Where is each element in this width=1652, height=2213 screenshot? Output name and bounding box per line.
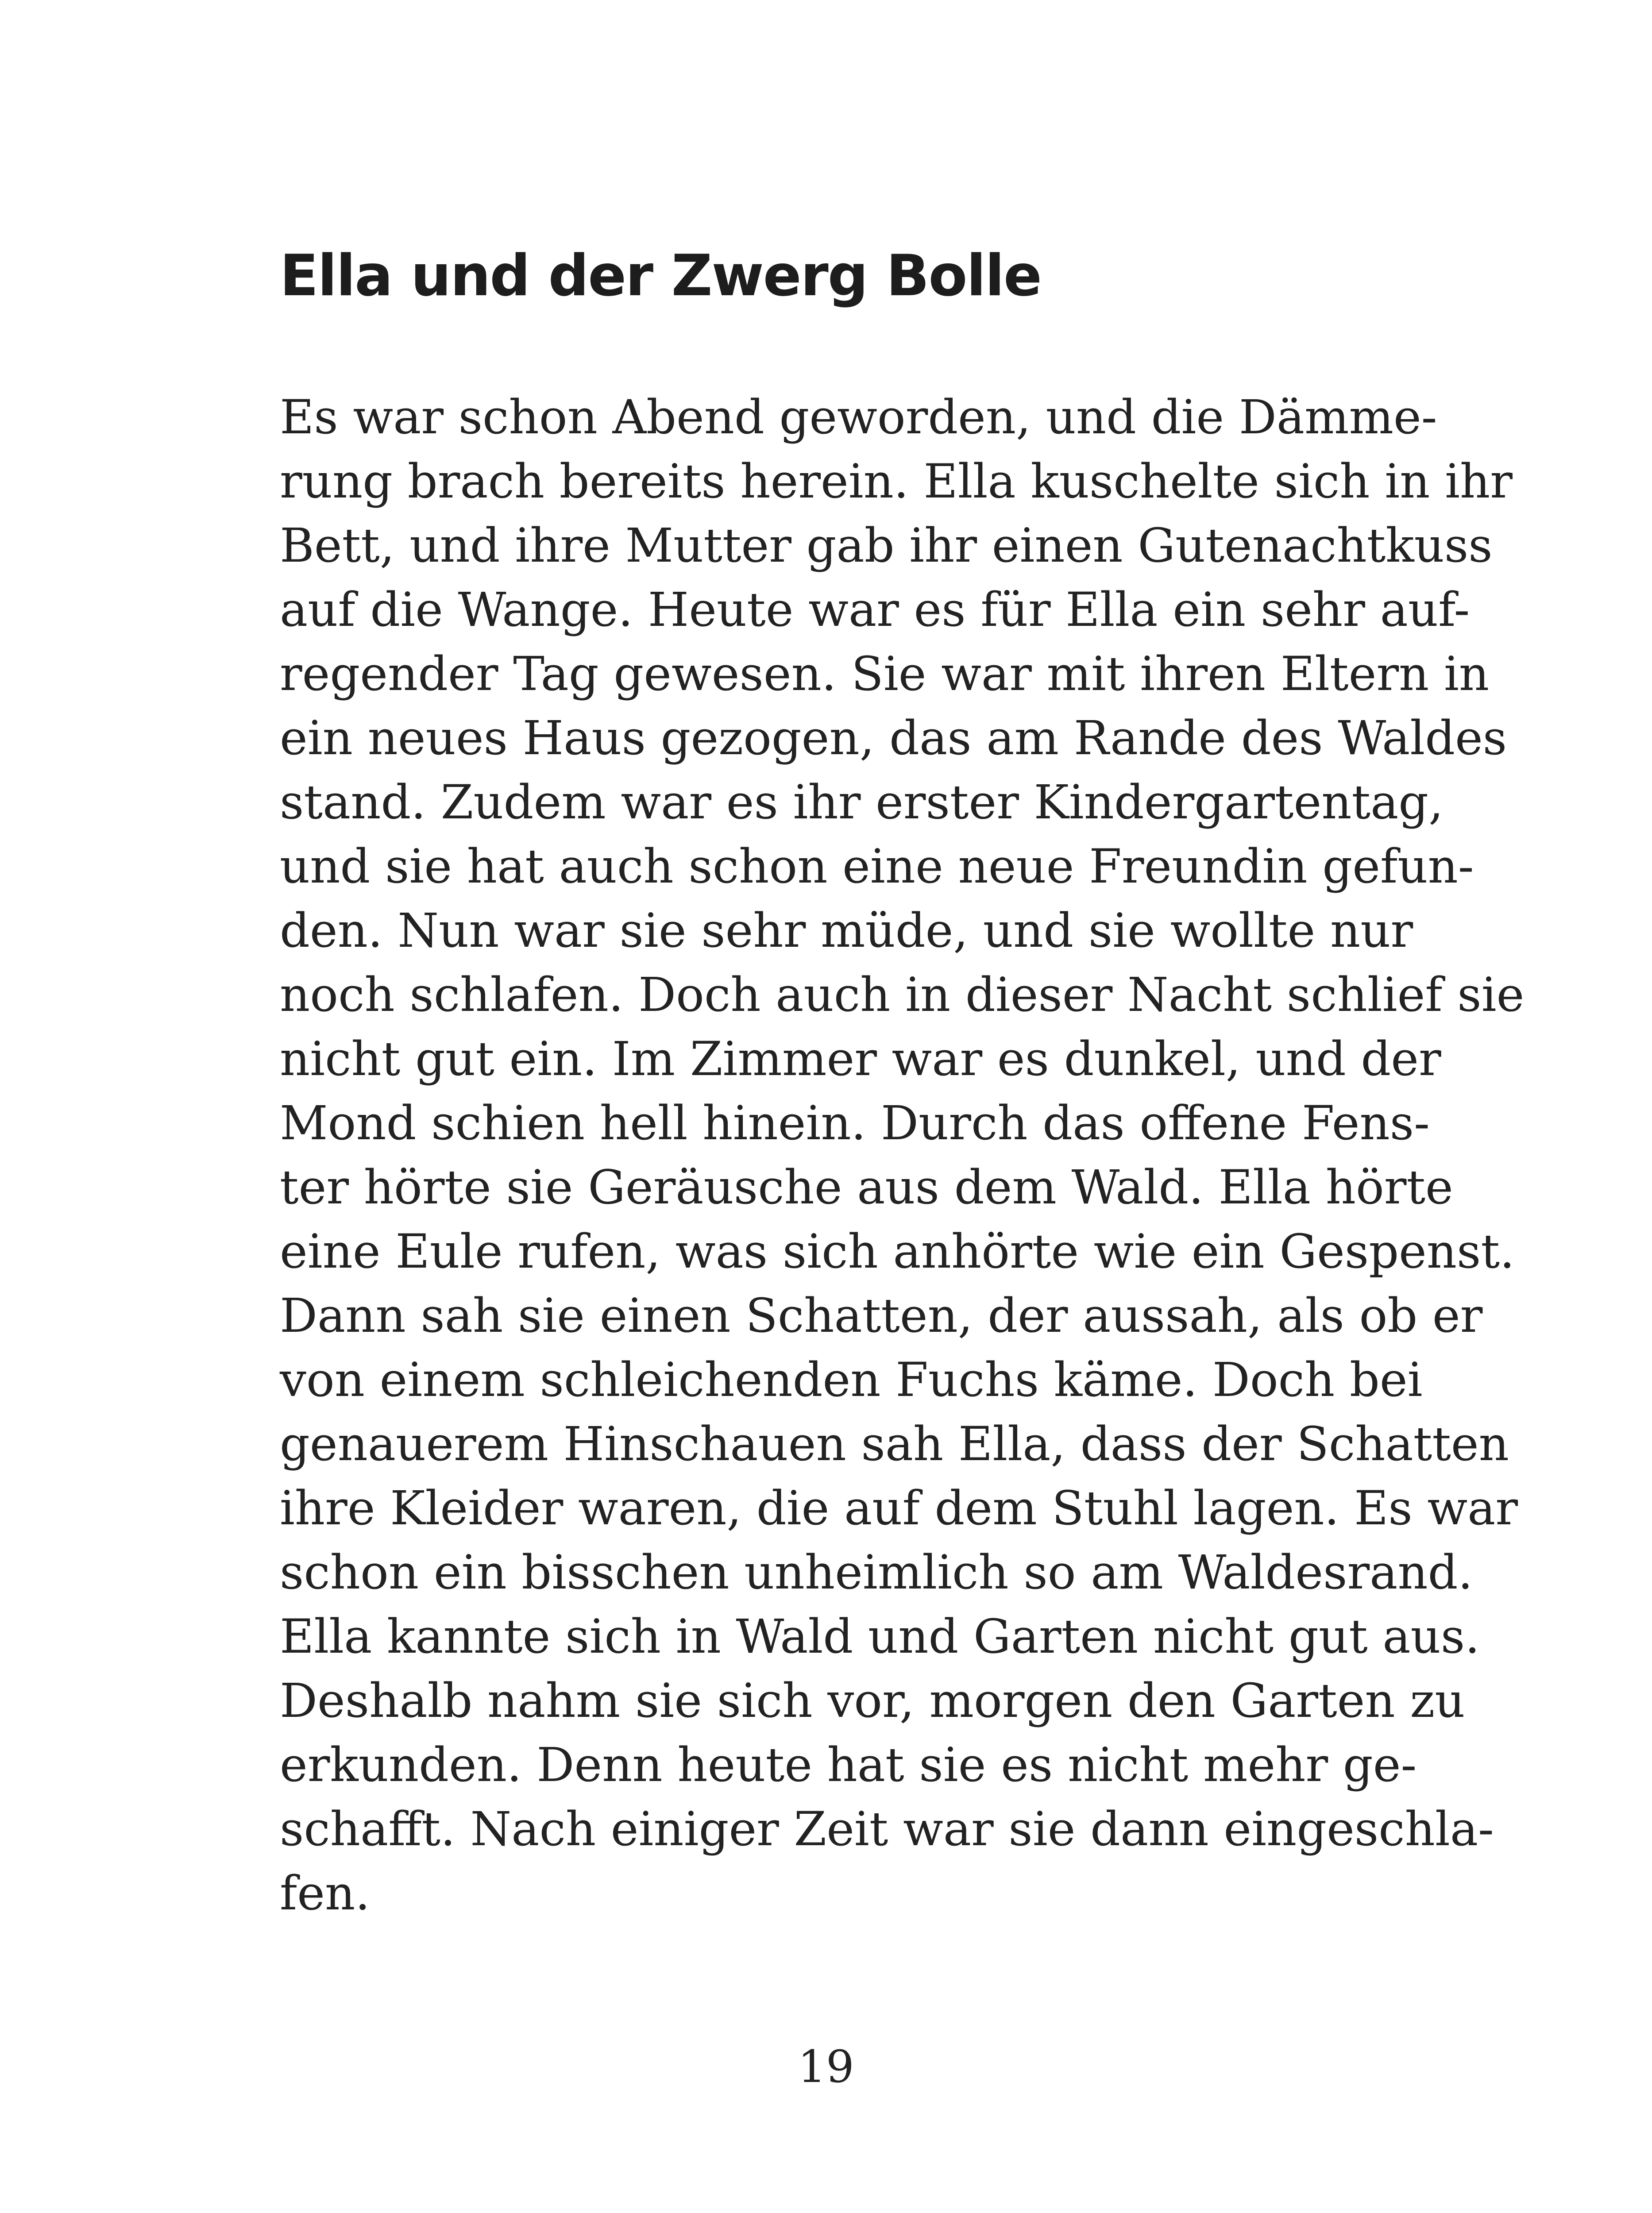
chapter-title: Ella und der Zwerg Bolle bbox=[280, 243, 1041, 309]
paragraph-line: stand. Zudem war es ihr erster Kindergartentag, bbox=[280, 775, 1444, 829]
paragraph-line: rung brach bereits herein. Ella kuschelte sich in ihr bbox=[280, 454, 1513, 509]
paragraph-line: eine Eule rufen, was sich anhörte wie ein Gespenst. bbox=[280, 1224, 1515, 1279]
paragraph-line: von einem schleichenden Fuchs käme. Doch bei bbox=[280, 1353, 1423, 1407]
paragraph-line: und sie hat auch schon eine neue Freundin gefun- bbox=[280, 839, 1474, 894]
paragraph-line: fen. bbox=[280, 1866, 370, 1920]
story-paragraph bbox=[280, 385, 1525, 1925]
paragraph-line: ein neues Haus gezogen, das am Rande des Waldes bbox=[280, 711, 1507, 765]
paragraph-line: ter hörte sie Geräusche aus dem Wald. Ella hörte bbox=[280, 1160, 1453, 1214]
paragraph-line: Dann sah sie einen Schatten, der aussah, als ob er bbox=[280, 1288, 1483, 1343]
paragraph-line: ihre Kleider waren, die auf dem Stuhl lagen. Es war bbox=[280, 1481, 1518, 1535]
paragraph-line: schafft. Nach einiger Zeit war sie dann eingeschla- bbox=[280, 1802, 1494, 1856]
paragraph-line: erkunden. Denn heute hat sie es nicht mehr ge- bbox=[280, 1738, 1417, 1792]
paragraph-line: den. Nun war sie sehr müde, und sie wollte nur bbox=[280, 903, 1413, 958]
paragraph-line: nicht gut ein. Im Zimmer war es dunkel, und der bbox=[280, 1032, 1441, 1086]
paragraph-line: Deshalb nahm sie sich vor, morgen den Garten zu bbox=[280, 1673, 1465, 1728]
paragraph-line: schon ein bisschen unheimlich so am Waldesrand. bbox=[280, 1545, 1473, 1600]
paragraph-line: Bett, und ihre Mutter gab ihr einen Gutenachtkuss bbox=[280, 518, 1493, 573]
page-number: 19 bbox=[798, 2041, 854, 2093]
paragraph-line: noch schlafen. Doch auch in dieser Nacht schlief sie bbox=[280, 968, 1525, 1022]
paragraph-line: regender Tag gewesen. Sie war mit ihren Eltern in bbox=[280, 647, 1490, 701]
paragraph-line: genauerem Hinschauen sah Ella, dass der Schatten bbox=[280, 1417, 1509, 1471]
paragraph-line: Mond schien hell hinein. Durch das offene Fens- bbox=[280, 1096, 1430, 1150]
paragraph-line: Ella kannte sich in Wald und Garten nicht gut aus. bbox=[280, 1609, 1480, 1664]
paragraph-line: Es war schon Abend geworden, und die Dämme- bbox=[280, 390, 1437, 444]
paragraph-line: auf die Wange. Heute war es für Ella ein sehr auf- bbox=[280, 582, 1470, 637]
